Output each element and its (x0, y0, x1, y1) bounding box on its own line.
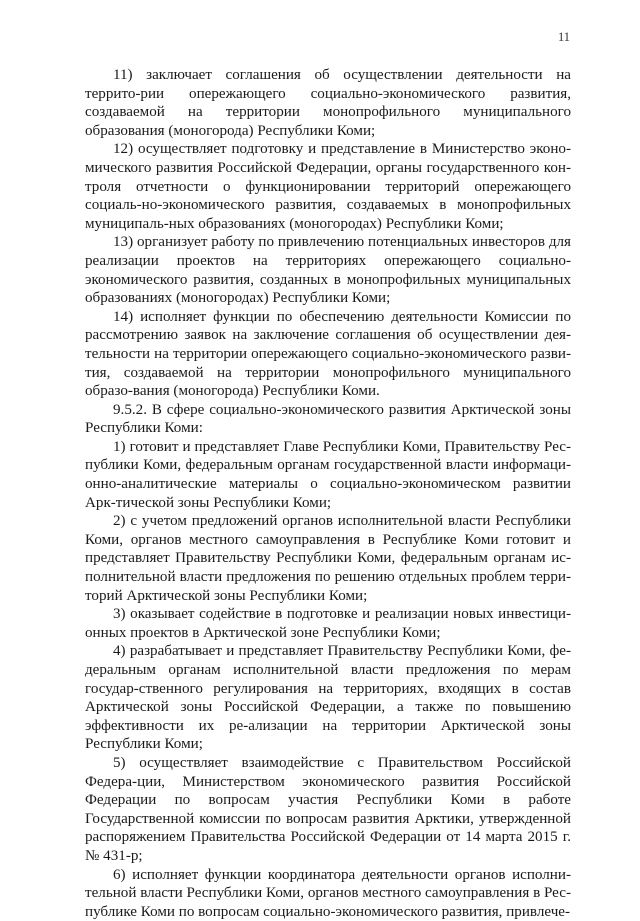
paragraph-item-12: 12) осуществляет подготовку и представление в Министерство эконо-мического развития Российской Федерации, органы государственного кон-троля отчетности о функционировании территорий опережающего социаль-но-экономического развития, создаваемых в монопрофильных муниципаль-ных образованиях (моногородах) Республики Коми; (85, 141, 571, 232)
paragraph-item-1: 1) готовит и представляет Главе Республики Коми, Правительству Рес-публики Коми, федеральным органам государственной власти информаци-онно-аналитические материалы о социально-экономическом развитии Арк-тической зоны Республики Коми; (85, 438, 571, 511)
paragraph-item-2: 2) с учетом предложений органов исполнительной власти Республики Коми, органов местного самоуправления в Республике Коми готовит и представляет Правительству Республики Коми, федеральным органам ис-полнительной власти предложения по решению отдельных проблем терри-торий Арктической зоны Республики Коми; (85, 513, 571, 604)
document-body (85, 66, 571, 921)
paragraph-item-5: 5) осуществляет взаимодействие с Правительством Российской Федера-ции, Министерством экономического развития Российской Федерации по вопросам участия Республики Коми в работе Государственной комиссии по вопросам развития Арктики, утвержденной распоряжением Правительства Российской Федерации от 14 марта 2015 г. № 431-р; (85, 754, 571, 864)
paragraph-item-6: 6) исполняет функции координатора деятельности органов исполни-тельной власти Республики Коми, органов местного самоуправления в Рес-публике Коми по вопросам социально-экономического развития, привлече- (85, 866, 571, 920)
paragraph-item-4: 4) разрабатывает и представляет Правительству Республики Коми, фе-деральным органам исполнительной власти предложения по мерам государ-ственного регулирования на территориях, входящих в состав Арктической зоны Российской Федерации, а также по повышению эффективности их ре-ализации на территории Арктической зоны Республики Коми; (85, 643, 571, 753)
section-heading-9-5-2: 9.5.2. В сфере социально-экономического развития Арктической зоны Республики Коми: (85, 401, 571, 437)
paragraph-item-11: 11) заключает соглашения об осуществлении деятельности на террито-рии опережающего социально-экономического развития, создаваемой на территории монопрофильного муниципального образования (моногорода) Республики Коми; (85, 67, 571, 139)
paragraph-item-3: 3) оказывает содействие в подготовке и реализации новых инвестици-онных проектов в Арктической зоне Республики Коми; (85, 606, 571, 641)
paragraph-item-14: 14) исполняет функции по обеспечению деятельности Комиссии по рассмотрению заявок на заключение соглашения об осуществлении дея-тельности на территории опережающего социально-экономического разви-тия, создаваемой на территории монопрофильного муниципального образо-вания (моногорода) Республики Коми. (85, 308, 571, 400)
paragraph-item-13: 13) организует работу по привлечению потенциальных инвесторов для реализации проектов на территориях опережающего социально-экономического развития, созданных в монопрофильных муниципальных образованиях (моногородах) Республики Коми; (85, 234, 571, 307)
page-number: 11 (557, 30, 570, 44)
